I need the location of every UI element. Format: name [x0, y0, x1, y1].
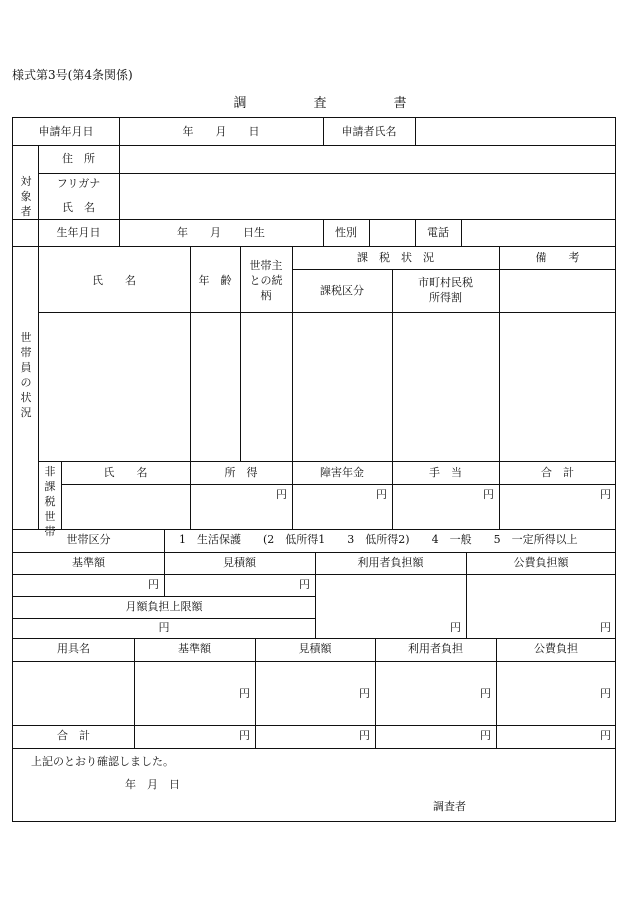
yen-unit: 円: [480, 687, 491, 700]
tax-class-header: 課税区分: [320, 284, 364, 297]
estimate-amount-label: 見積額: [223, 556, 256, 569]
applicant-name-label: 申請者氏名: [341, 125, 397, 138]
yen-unit: 円: [600, 729, 611, 742]
title-char: 調: [233, 96, 247, 111]
yen-unit: 円: [359, 729, 370, 742]
equipment-public-burden-header: 公費負担: [534, 642, 578, 655]
user-burden-amount-label: 利用者負担額: [357, 556, 424, 569]
yen-unit: 円: [450, 621, 461, 634]
investigator-label: 調査者: [433, 800, 466, 813]
yen-unit: 円: [158, 621, 170, 634]
yen-unit: 円: [239, 729, 250, 742]
subject-group-label: 対象者: [20, 175, 32, 218]
disability-pension-header: 障害年金: [320, 466, 364, 479]
nontax-name-header: 氏 名: [103, 466, 148, 479]
sex-label: 性別: [335, 226, 357, 239]
total-header: 合 計: [541, 466, 574, 479]
furigana-label: フリガナ: [56, 177, 101, 190]
monthly-cap-label: 月額負担上限額: [125, 600, 203, 613]
title-char: 査: [313, 96, 327, 111]
yen-unit: 円: [239, 687, 250, 700]
application-date-value: 年 月 日: [182, 125, 260, 138]
equipment-base-header: 基準額: [178, 642, 211, 655]
household-group-label: 世帯員の状況: [20, 331, 32, 419]
yen-unit: 円: [299, 578, 310, 591]
municipal-tax-header: 市町村民税所得割: [418, 276, 473, 304]
subject-name-label: 氏 名: [62, 201, 95, 214]
form-number: 様式第3号(第4条関係): [12, 68, 133, 82]
survey-form: [12, 117, 616, 822]
confirmation-statement: 上記のとおり確認しました。: [31, 755, 174, 768]
equipment-estimate-header: 見積額: [298, 642, 332, 655]
relation-header: 世帯主との続柄: [249, 259, 283, 302]
age-header: 年 齢: [198, 274, 232, 287]
confirmation-date: 年 月 日: [125, 778, 180, 791]
yen-unit: 円: [480, 729, 491, 742]
remarks-header: 備 考: [535, 251, 580, 264]
household-category-options: 1 生活保護 (2 低所得1 3 低所得2) 4 一般 5 一定所得以上: [179, 533, 578, 546]
yen-unit: 円: [483, 488, 494, 501]
tax-status-header: 課 税 状 況: [357, 251, 434, 264]
allowance-header: 手 当: [429, 466, 462, 479]
public-burden-amount-label: 公費負担額: [513, 556, 569, 569]
household-category-label: 世帯区分: [66, 533, 111, 546]
nontax-household-label: 非課税世帯: [44, 465, 56, 538]
yen-unit: 円: [600, 687, 611, 700]
equipment-user-burden-header: 利用者負担: [408, 642, 463, 655]
household-name-header: 氏 名: [92, 274, 136, 287]
yen-unit: 円: [600, 621, 611, 634]
equipment-total-label: 合 計: [57, 729, 90, 742]
yen-unit: 円: [600, 488, 611, 501]
birthdate-label: 生年月日: [56, 226, 101, 239]
address-label: 住 所: [62, 152, 95, 165]
yen-unit: 円: [376, 488, 387, 501]
application-date-label: 申請年月日: [38, 125, 94, 138]
page-title: [200, 92, 440, 111]
yen-unit: 円: [148, 578, 159, 591]
yen-unit: 円: [359, 687, 370, 700]
birthdate-value: 年 月 日生: [177, 226, 265, 239]
phone-label: 電話: [427, 226, 449, 239]
income-header: 所 得: [224, 466, 258, 479]
base-amount-label: 基準額: [72, 556, 105, 569]
title-char: 書: [393, 96, 407, 111]
yen-unit: 円: [276, 488, 287, 501]
equipment-name-header: 用具名: [57, 642, 90, 655]
